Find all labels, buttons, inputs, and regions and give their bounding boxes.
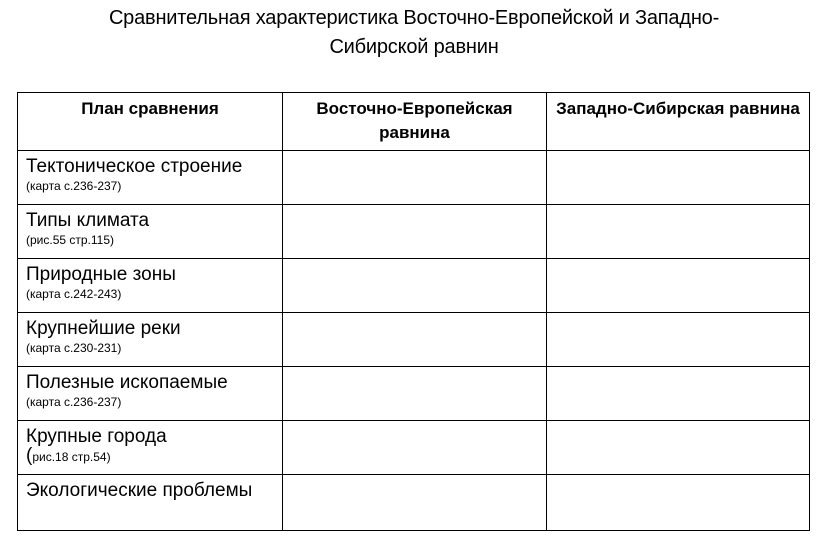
table-row [18, 475, 810, 531]
east-european-cell[interactable] [283, 475, 547, 531]
header-comparison-plan: План сравнения [18, 93, 283, 151]
east-european-cell[interactable] [283, 151, 547, 205]
row-note: (карта с.236-237) [26, 179, 122, 193]
east-european-cell[interactable] [283, 313, 547, 367]
row-label: Крупные города [26, 426, 167, 447]
west-siberian-cell[interactable] [547, 205, 810, 259]
west-siberian-cell[interactable] [547, 151, 810, 205]
table-header-row [18, 93, 810, 151]
row-label-cell [18, 259, 283, 313]
row-label-cell [18, 151, 283, 205]
comparison-table [17, 92, 810, 531]
row-label-cell [18, 475, 283, 531]
west-siberian-cell[interactable] [547, 475, 810, 531]
east-european-cell[interactable] [283, 205, 547, 259]
row-label-cell [18, 421, 283, 475]
page-title [0, 4, 828, 62]
row-note-text: рис.18 стр.54) [32, 450, 111, 464]
row-note: (рис.55 стр.115) [26, 233, 115, 247]
row-label: Тектоническое строение [26, 156, 243, 177]
table-row [18, 313, 810, 367]
page-title-line-1: Сравнительная характеристика Восточно-Европейской и Западно- [108, 7, 720, 29]
east-european-cell[interactable] [283, 367, 547, 421]
west-siberian-cell[interactable] [547, 259, 810, 313]
table-row [18, 421, 810, 475]
row-label: Экологические проблемы [26, 480, 253, 501]
header-west-siberian-plain: Западно-Сибирская равнина [547, 93, 810, 151]
table-row [18, 367, 810, 421]
row-label: Полезные ископаемые [26, 372, 228, 393]
row-note: (карта с.242-243) [26, 287, 122, 301]
row-note-paren: ( [26, 445, 33, 466]
row-label-cell [18, 367, 283, 421]
west-siberian-cell[interactable] [547, 367, 810, 421]
table-row [18, 151, 810, 205]
east-european-cell[interactable] [283, 259, 547, 313]
row-label: Крупнейшие реки [26, 318, 181, 339]
east-european-cell[interactable] [283, 421, 547, 475]
row-note [18, 445, 282, 466]
table-row [18, 205, 810, 259]
table-row [18, 259, 810, 313]
row-note: (карта с.236-237) [26, 395, 122, 409]
row-note: (карта с.230-231) [26, 341, 122, 355]
west-siberian-cell[interactable] [547, 313, 810, 367]
west-siberian-cell[interactable] [547, 421, 810, 475]
header-east-european-plain: Восточно-Европейская равнина [283, 93, 547, 151]
row-label-cell [18, 205, 283, 259]
page-title-line-2: Сибирской равнин [329, 36, 499, 58]
row-label-cell [18, 313, 283, 367]
row-label: Типы климата [26, 210, 150, 231]
row-label: Природные зоны [26, 264, 176, 285]
